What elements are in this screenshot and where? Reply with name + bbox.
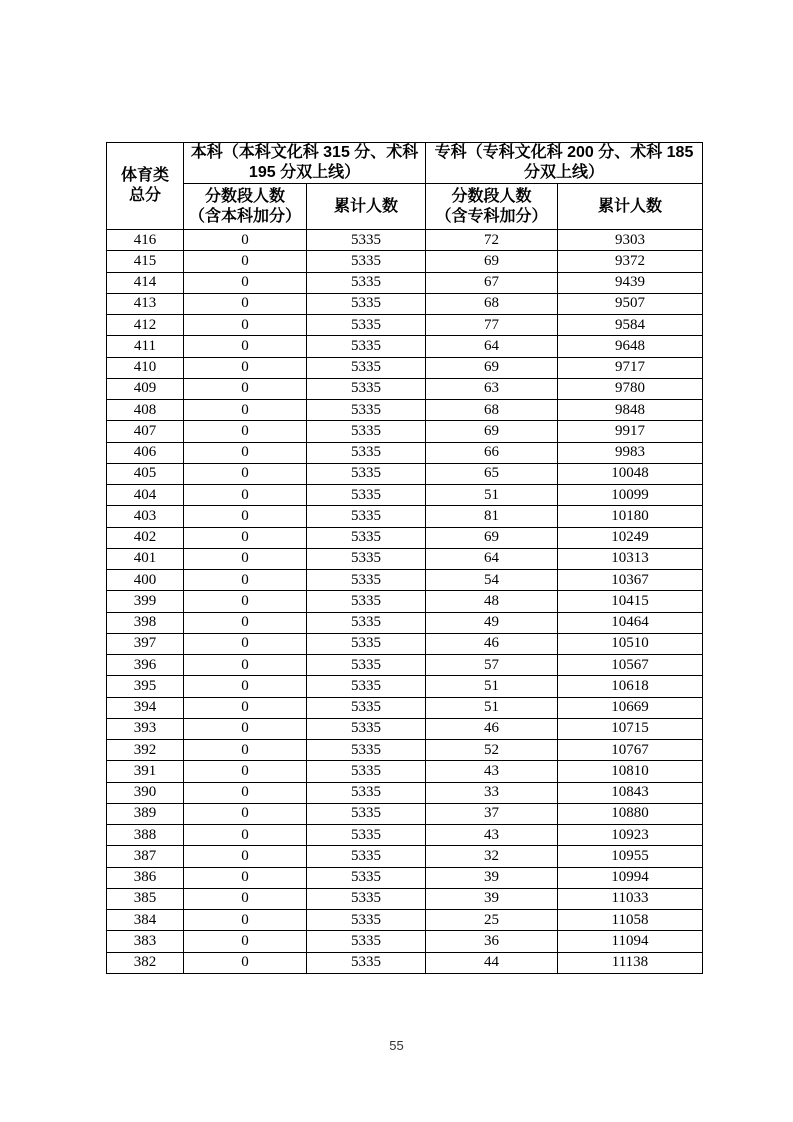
cell-benke-cumulative-count: 5335 [307, 910, 426, 931]
cell-benke-cumulative-count: 5335 [307, 485, 426, 506]
table-row [107, 485, 703, 506]
cell-total-score: 398 [107, 612, 184, 633]
cell-benke-cumulative-count: 5335 [307, 357, 426, 378]
cell-zhuanke-segment-count: 51 [426, 676, 558, 697]
cell-zhuanke-segment-count: 64 [426, 336, 558, 357]
cell-benke-cumulative-count: 5335 [307, 612, 426, 633]
total-score-header-line1: 体育类 [120, 167, 169, 184]
header-row-groups [107, 143, 703, 184]
cell-zhuanke-segment-count: 46 [426, 633, 558, 654]
cell-benke-segment-count: 0 [184, 846, 307, 867]
cell-benke-segment-count: 0 [184, 442, 307, 463]
cell-total-score: 390 [107, 782, 184, 803]
cell-zhuanke-segment-count: 69 [426, 357, 558, 378]
cell-total-score: 388 [107, 825, 184, 846]
cell-zhuanke-cumulative-count: 10994 [558, 867, 703, 888]
cell-zhuanke-segment-count: 69 [426, 251, 558, 272]
cell-total-score: 408 [107, 400, 184, 421]
cell-total-score: 411 [107, 336, 184, 357]
table-row [107, 442, 703, 463]
cell-total-score: 407 [107, 421, 184, 442]
cell-benke-cumulative-count: 5335 [307, 442, 426, 463]
cell-benke-segment-count: 0 [184, 378, 307, 399]
table-row [107, 612, 703, 633]
table-row [107, 272, 703, 293]
table-row [107, 336, 703, 357]
table-row [107, 633, 703, 654]
cell-zhuanke-cumulative-count: 10669 [558, 697, 703, 718]
cell-zhuanke-cumulative-count: 10880 [558, 803, 703, 824]
cell-benke-cumulative-count: 5335 [307, 293, 426, 314]
cell-total-score: 393 [107, 718, 184, 739]
cell-zhuanke-cumulative-count: 10415 [558, 591, 703, 612]
cell-benke-cumulative-count: 5335 [307, 421, 426, 442]
cell-benke-segment-count: 0 [184, 931, 307, 952]
cell-total-score: 395 [107, 676, 184, 697]
cell-zhuanke-segment-count: 36 [426, 931, 558, 952]
group-header-zhuanke: 专科（专科文化科 200 分、术科 185 分双上线） [426, 143, 703, 184]
cell-benke-segment-count: 0 [184, 591, 307, 612]
cell-zhuanke-cumulative-count: 9372 [558, 251, 703, 272]
cell-benke-cumulative-count: 5335 [307, 548, 426, 569]
cell-benke-cumulative-count: 5335 [307, 888, 426, 909]
cell-total-score: 385 [107, 888, 184, 909]
column-header-total-score [107, 143, 184, 230]
cell-benke-cumulative-count: 5335 [307, 378, 426, 399]
cell-zhuanke-segment-count: 63 [426, 378, 558, 399]
cell-benke-segment-count: 0 [184, 633, 307, 654]
cell-zhuanke-segment-count: 51 [426, 485, 558, 506]
column-header-zhuanke-cumulative-count: 累计人数 [558, 184, 703, 230]
table-row [107, 910, 703, 931]
column-header-benke-cumulative-count: 累计人数 [307, 184, 426, 230]
cell-total-score: 416 [107, 230, 184, 251]
cell-total-score: 410 [107, 357, 184, 378]
cell-zhuanke-cumulative-count: 11138 [558, 952, 703, 973]
cell-zhuanke-cumulative-count: 10099 [558, 485, 703, 506]
cell-zhuanke-segment-count: 69 [426, 421, 558, 442]
cell-zhuanke-segment-count: 66 [426, 442, 558, 463]
cell-benke-segment-count: 0 [184, 293, 307, 314]
table-row [107, 251, 703, 272]
cell-total-score: 405 [107, 463, 184, 484]
cell-total-score: 412 [107, 315, 184, 336]
cell-zhuanke-segment-count: 57 [426, 655, 558, 676]
cell-zhuanke-cumulative-count: 10249 [558, 527, 703, 548]
table-row [107, 527, 703, 548]
cell-zhuanke-cumulative-count: 10313 [558, 548, 703, 569]
cell-benke-segment-count: 0 [184, 548, 307, 569]
cell-zhuanke-segment-count: 43 [426, 825, 558, 846]
cell-benke-segment-count: 0 [184, 230, 307, 251]
cell-zhuanke-cumulative-count: 10367 [558, 570, 703, 591]
total-score-header-line2: 总分 [128, 187, 161, 204]
cell-zhuanke-segment-count: 49 [426, 612, 558, 633]
cell-zhuanke-cumulative-count: 11033 [558, 888, 703, 909]
table-row [107, 825, 703, 846]
cell-zhuanke-cumulative-count: 10464 [558, 612, 703, 633]
cell-benke-segment-count: 0 [184, 506, 307, 527]
table-row [107, 718, 703, 739]
cell-zhuanke-cumulative-count: 9507 [558, 293, 703, 314]
cell-benke-cumulative-count: 5335 [307, 846, 426, 867]
cell-benke-segment-count: 0 [184, 612, 307, 633]
cell-benke-segment-count: 0 [184, 400, 307, 421]
cell-benke-cumulative-count: 5335 [307, 825, 426, 846]
cell-total-score: 383 [107, 931, 184, 952]
cell-zhuanke-segment-count: 68 [426, 400, 558, 421]
cell-total-score: 401 [107, 548, 184, 569]
cell-benke-segment-count: 0 [184, 251, 307, 272]
cell-benke-segment-count: 0 [184, 761, 307, 782]
cell-benke-cumulative-count: 5335 [307, 315, 426, 336]
cell-zhuanke-segment-count: 51 [426, 697, 558, 718]
cell-zhuanke-cumulative-count: 10923 [558, 825, 703, 846]
cell-benke-segment-count: 0 [184, 803, 307, 824]
cell-zhuanke-segment-count: 32 [426, 846, 558, 867]
cell-zhuanke-cumulative-count: 11058 [558, 910, 703, 931]
cell-benke-cumulative-count: 5335 [307, 570, 426, 591]
cell-zhuanke-cumulative-count: 10810 [558, 761, 703, 782]
cell-zhuanke-cumulative-count: 10180 [558, 506, 703, 527]
cell-zhuanke-segment-count: 81 [426, 506, 558, 527]
cell-benke-segment-count: 0 [184, 825, 307, 846]
cell-zhuanke-cumulative-count: 10618 [558, 676, 703, 697]
table-row [107, 931, 703, 952]
cell-benke-segment-count: 0 [184, 570, 307, 591]
cell-zhuanke-segment-count: 77 [426, 315, 558, 336]
cell-zhuanke-cumulative-count: 10767 [558, 740, 703, 761]
column-header-zhuanke-segment-count [426, 184, 558, 230]
cell-zhuanke-cumulative-count: 10955 [558, 846, 703, 867]
cell-benke-cumulative-count: 5335 [307, 718, 426, 739]
cell-total-score: 400 [107, 570, 184, 591]
cell-total-score: 406 [107, 442, 184, 463]
cell-zhuanke-segment-count: 65 [426, 463, 558, 484]
table-row [107, 761, 703, 782]
cell-benke-cumulative-count: 5335 [307, 336, 426, 357]
cell-benke-segment-count: 0 [184, 740, 307, 761]
cell-benke-segment-count: 0 [184, 867, 307, 888]
cell-zhuanke-cumulative-count: 10715 [558, 718, 703, 739]
cell-benke-segment-count: 0 [184, 315, 307, 336]
cell-benke-cumulative-count: 5335 [307, 761, 426, 782]
cell-total-score: 396 [107, 655, 184, 676]
cell-benke-cumulative-count: 5335 [307, 591, 426, 612]
zhuanke-segment-header-line1: 分数段人数 [451, 187, 532, 205]
cell-zhuanke-segment-count: 54 [426, 570, 558, 591]
cell-benke-segment-count: 0 [184, 888, 307, 909]
cell-benke-cumulative-count: 5335 [307, 272, 426, 293]
table-row [107, 293, 703, 314]
cell-benke-segment-count: 0 [184, 952, 307, 973]
group-header-benke: 本科（本科文化科 315 分、术科 195 分双上线） [184, 143, 426, 184]
cell-zhuanke-cumulative-count: 9917 [558, 421, 703, 442]
cell-zhuanke-cumulative-count: 9717 [558, 357, 703, 378]
cell-zhuanke-segment-count: 48 [426, 591, 558, 612]
table-row [107, 230, 703, 251]
table-row [107, 506, 703, 527]
table-row [107, 378, 703, 399]
cell-total-score: 399 [107, 591, 184, 612]
cell-zhuanke-cumulative-count: 10048 [558, 463, 703, 484]
cell-total-score: 389 [107, 803, 184, 824]
table-row [107, 570, 703, 591]
cell-zhuanke-segment-count: 52 [426, 740, 558, 761]
cell-benke-cumulative-count: 5335 [307, 803, 426, 824]
cell-benke-cumulative-count: 5335 [307, 400, 426, 421]
cell-benke-segment-count: 0 [184, 782, 307, 803]
score-distribution-table [106, 142, 703, 974]
cell-benke-cumulative-count: 5335 [307, 463, 426, 484]
cell-zhuanke-cumulative-count: 10510 [558, 633, 703, 654]
table-row [107, 782, 703, 803]
cell-benke-cumulative-count: 5335 [307, 867, 426, 888]
cell-zhuanke-cumulative-count: 10843 [558, 782, 703, 803]
cell-total-score: 415 [107, 251, 184, 272]
cell-zhuanke-segment-count: 64 [426, 548, 558, 569]
table-row [107, 463, 703, 484]
cell-benke-cumulative-count: 5335 [307, 676, 426, 697]
cell-total-score: 391 [107, 761, 184, 782]
cell-benke-cumulative-count: 5335 [307, 952, 426, 973]
table-row [107, 867, 703, 888]
table-row [107, 591, 703, 612]
cell-benke-segment-count: 0 [184, 485, 307, 506]
cell-zhuanke-cumulative-count: 9848 [558, 400, 703, 421]
cell-zhuanke-cumulative-count: 10567 [558, 655, 703, 676]
table-row [107, 548, 703, 569]
cell-zhuanke-segment-count: 39 [426, 888, 558, 909]
cell-benke-cumulative-count: 5335 [307, 697, 426, 718]
score-table-body [107, 230, 703, 974]
table-row [107, 888, 703, 909]
benke-segment-header-line1: 分数段人数 [204, 187, 285, 205]
cell-benke-cumulative-count: 5335 [307, 527, 426, 548]
cell-benke-cumulative-count: 5335 [307, 655, 426, 676]
cell-total-score: 403 [107, 506, 184, 527]
cell-total-score: 392 [107, 740, 184, 761]
cell-zhuanke-segment-count: 37 [426, 803, 558, 824]
table-row [107, 803, 703, 824]
cell-benke-cumulative-count: 5335 [307, 251, 426, 272]
cell-zhuanke-cumulative-count: 9648 [558, 336, 703, 357]
cell-zhuanke-segment-count: 67 [426, 272, 558, 293]
cell-zhuanke-segment-count: 25 [426, 910, 558, 931]
table-row [107, 315, 703, 336]
cell-zhuanke-cumulative-count: 9303 [558, 230, 703, 251]
cell-total-score: 414 [107, 272, 184, 293]
table-row [107, 740, 703, 761]
table-row [107, 697, 703, 718]
cell-zhuanke-segment-count: 44 [426, 952, 558, 973]
cell-benke-segment-count: 0 [184, 676, 307, 697]
cell-benke-cumulative-count: 5335 [307, 782, 426, 803]
cell-benke-segment-count: 0 [184, 463, 307, 484]
cell-total-score: 382 [107, 952, 184, 973]
column-header-benke-segment-count [184, 184, 307, 230]
cell-zhuanke-segment-count: 69 [426, 527, 558, 548]
cell-total-score: 402 [107, 527, 184, 548]
page-number: 55 [389, 1038, 404, 1053]
cell-benke-segment-count: 0 [184, 910, 307, 931]
cell-benke-segment-count: 0 [184, 718, 307, 739]
cell-total-score: 409 [107, 378, 184, 399]
cell-benke-cumulative-count: 5335 [307, 931, 426, 952]
table-row [107, 421, 703, 442]
cell-zhuanke-segment-count: 43 [426, 761, 558, 782]
cell-zhuanke-cumulative-count: 9780 [558, 378, 703, 399]
cell-zhuanke-cumulative-count: 9584 [558, 315, 703, 336]
cell-total-score: 397 [107, 633, 184, 654]
table-row [107, 952, 703, 973]
cell-benke-segment-count: 0 [184, 272, 307, 293]
table-row [107, 846, 703, 867]
cell-benke-segment-count: 0 [184, 655, 307, 676]
cell-zhuanke-segment-count: 68 [426, 293, 558, 314]
cell-zhuanke-segment-count: 46 [426, 718, 558, 739]
cell-benke-cumulative-count: 5335 [307, 506, 426, 527]
table-row [107, 676, 703, 697]
cell-benke-cumulative-count: 5335 [307, 230, 426, 251]
benke-segment-header-line2: （含本科加分） [188, 207, 301, 225]
cell-zhuanke-cumulative-count: 9983 [558, 442, 703, 463]
cell-benke-cumulative-count: 5335 [307, 740, 426, 761]
cell-total-score: 394 [107, 697, 184, 718]
cell-total-score: 413 [107, 293, 184, 314]
cell-zhuanke-segment-count: 39 [426, 867, 558, 888]
header-row-subcolumns [107, 184, 703, 230]
cell-zhuanke-segment-count: 33 [426, 782, 558, 803]
cell-benke-cumulative-count: 5335 [307, 633, 426, 654]
cell-total-score: 386 [107, 867, 184, 888]
cell-total-score: 387 [107, 846, 184, 867]
cell-benke-segment-count: 0 [184, 357, 307, 378]
cell-total-score: 404 [107, 485, 184, 506]
cell-zhuanke-cumulative-count: 9439 [558, 272, 703, 293]
cell-benke-segment-count: 0 [184, 336, 307, 357]
zhuanke-segment-header-line2: （含专科加分） [435, 207, 548, 225]
cell-benke-segment-count: 0 [184, 697, 307, 718]
cell-zhuanke-segment-count: 72 [426, 230, 558, 251]
cell-total-score: 384 [107, 910, 184, 931]
cell-zhuanke-cumulative-count: 11094 [558, 931, 703, 952]
cell-benke-segment-count: 0 [184, 421, 307, 442]
table-row [107, 357, 703, 378]
table-row [107, 400, 703, 421]
table-row [107, 655, 703, 676]
cell-benke-segment-count: 0 [184, 527, 307, 548]
